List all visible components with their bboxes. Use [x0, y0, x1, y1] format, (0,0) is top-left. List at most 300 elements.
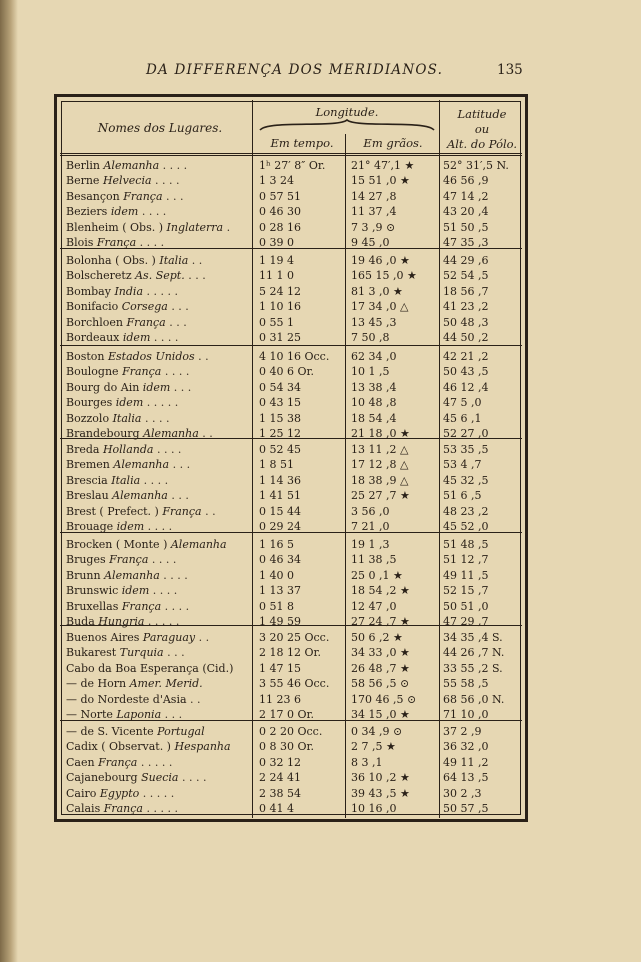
longitude-degrees-cell: 10 48 ,8 [351, 396, 397, 410]
place-name: Bozzolo [66, 411, 110, 425]
place-name: Bordeaux [66, 331, 120, 344]
column-rule [252, 100, 253, 818]
place-name-cell [66, 740, 252, 754]
longitude-time-cell: 5 24 12 [259, 284, 301, 298]
place-name-cell [66, 489, 252, 503]
leader-dots: . . . [169, 315, 187, 329]
place-country: França [162, 504, 202, 518]
leader-dots: . . [202, 427, 213, 440]
longitude-degrees-cell: 17 34 ,0 △ [351, 300, 409, 314]
latitude-cell: 50 48 ,3 [443, 315, 489, 329]
place-name: Bruges [66, 553, 106, 567]
header-latitude: Latitude [457, 107, 507, 121]
longitude-time-cell: 0 28 16 [259, 220, 301, 234]
place-country: idem [142, 380, 171, 394]
place-country: India [114, 284, 144, 298]
leader-dots: . . . . [143, 473, 169, 487]
place-name: Beziers [66, 205, 108, 219]
latitude-cell: 47 35 ,3 [443, 236, 489, 249]
column-rule [345, 134, 346, 818]
latitude-cell: 71 10 ,0 [443, 708, 489, 721]
longitude-degrees-cell: 170 46 ,5 ⊙ [351, 692, 417, 706]
place-name: Buenos Aires [66, 631, 140, 644]
longitude-degrees-cell: 3 56 ,0 [351, 504, 390, 518]
latitude-cell: 52 15 ,7 [443, 584, 489, 598]
longitude-time-cell: 0 29 24 [259, 520, 301, 533]
leader-dots: . . [205, 504, 216, 518]
place-name: Caen [66, 755, 95, 769]
place-country: França [109, 553, 149, 567]
place-name-cell [66, 300, 252, 314]
place-country: França [126, 315, 166, 329]
place-name: Buda [66, 615, 95, 628]
leader-dots: . . . . [163, 568, 188, 582]
latitude-cell: 42 21 ,2 [443, 350, 489, 363]
place-name-cell [66, 236, 252, 250]
place-name-cell [66, 802, 252, 816]
place-name-cell [66, 443, 252, 457]
place-name: Bourges [66, 396, 113, 410]
latitude-cell: 52° 31′,5 N. [443, 159, 509, 172]
longitude-degrees-cell: 17 12 ,8 △ [351, 458, 409, 472]
leader-dots: . . . . [153, 331, 179, 344]
longitude-time-cell: 2 18 12 Or. [259, 646, 322, 660]
place-name: Bruxellas [66, 599, 119, 613]
book-spine-shadow [0, 0, 18, 962]
place-country: Hungria [98, 615, 145, 628]
place-country: Egypto [99, 786, 140, 800]
place-name: Brandebourg [66, 427, 140, 440]
place-country: Inglaterra [166, 220, 224, 234]
place-name-cell [66, 615, 252, 629]
longitude-degrees-cell: 25 27 ,7 ★ [351, 489, 410, 503]
latitude-cell: 44 29 ,6 [443, 254, 489, 267]
place-country: idem [115, 396, 144, 410]
longitude-brace [258, 118, 436, 132]
latitude-cell: 18 56 ,7 [443, 284, 489, 298]
latitude-cell: 50 57 ,5 [443, 802, 489, 815]
longitude-degrees-cell: 18 38 ,9 △ [351, 473, 409, 487]
place-name-cell [66, 254, 252, 268]
longitude-degrees-cell: 7 3 ,9 ⊙ [351, 220, 396, 234]
leader-dots: . . . . . [146, 802, 178, 815]
place-name-cell [66, 787, 252, 801]
longitude-degrees-cell: 39 43 ,5 ★ [351, 786, 410, 800]
longitude-degrees-cell: 11 37 ,4 [351, 205, 397, 219]
place-country: idem [110, 205, 139, 219]
place-name: Breslau [66, 489, 109, 503]
place-name: — Norte [66, 708, 113, 721]
place-country: idem [116, 520, 145, 533]
longitude-time-cell: 0 54 34 [259, 380, 301, 394]
place-name-cell [66, 159, 252, 173]
longitude-degrees-cell: 62 34 ,0 [351, 350, 397, 363]
longitude-time-cell: 2 24 41 [259, 771, 301, 785]
place-country: Italia [112, 411, 142, 425]
longitude-time-cell: 0 41 4 [259, 802, 294, 815]
leader-dots: . . . . [164, 365, 190, 379]
running-title: DA DIFFERENÇA DOS MERIDIANOS. [146, 62, 444, 78]
place-name: — do Nordeste d'Asia [66, 692, 187, 706]
place-name: — de Horn [66, 677, 127, 691]
leader-dots: . . [191, 254, 203, 267]
longitude-degrees-cell: 2 7 ,5 ★ [351, 740, 396, 754]
longitude-degrees-cell: 21 18 ,0 ★ [351, 427, 410, 440]
leader-dots: . . . . . [146, 396, 179, 410]
place-country: idem [121, 584, 150, 598]
longitude-time-cell: 0 51 8 [259, 599, 294, 613]
longitude-time-cell: 1 13 37 [259, 584, 301, 598]
place-country: França [123, 189, 163, 203]
longitude-time-cell: 0 15 44 [259, 504, 301, 518]
leader-dots: . . . . [144, 411, 170, 425]
longitude-degrees-cell: 165 15 ,0 ★ [351, 269, 417, 283]
group-separator [60, 345, 522, 346]
latitude-cell: 43 20 ,4 [443, 205, 489, 219]
place-name: Berlin [66, 159, 100, 172]
place-name-cell [66, 474, 252, 488]
header-em-tempo: Em tempo. [270, 136, 334, 150]
longitude-time-cell: 1 49 59 [259, 615, 301, 628]
longitude-time-cell: 3 55 46 Occ. [259, 677, 330, 691]
place-name-cell [66, 285, 252, 299]
leader-dots: . [226, 220, 231, 234]
place-name: Berne [66, 174, 100, 188]
longitude-degrees-cell: 36 10 ,2 ★ [351, 771, 410, 785]
place-name-cell [66, 756, 252, 770]
latitude-cell: 52 27 ,0 [443, 427, 489, 440]
place-name-cell [66, 708, 252, 722]
longitude-time-cell: 1 10 16 [259, 300, 301, 314]
longitude-degrees-cell: 21° 47′,1 ★ [351, 159, 415, 172]
leader-dots: . . . . [139, 236, 165, 249]
longitude-degrees-cell: 10 1 ,5 [351, 365, 390, 379]
longitude-degrees-cell: 15 51 ,0 ★ [351, 174, 410, 188]
place-name-cell [66, 412, 252, 426]
place-name-cell [66, 221, 252, 235]
place-country: Italia [159, 254, 189, 267]
leader-dots: . . . . . [147, 615, 180, 628]
place-name-cell [66, 458, 252, 472]
place-name: Boulogne [66, 365, 119, 379]
page-number: 135 [497, 62, 523, 78]
latitude-cell: 30 2 ,3 [443, 786, 482, 800]
longitude-time-cell: 11 1 0 [259, 269, 294, 283]
latitude-cell: 53 4 ,7 [443, 458, 482, 472]
place-name: Bolonha ( Obs. ) [66, 254, 156, 267]
longitude-time-cell: 0 8 30 Or. [259, 740, 315, 754]
latitude-cell: 45 6 ,1 [443, 411, 482, 425]
longitude-degrees-cell: 34 15 ,0 ★ [351, 708, 410, 721]
longitude-degrees-cell: 9 45 ,0 [351, 236, 390, 249]
place-name-cell [66, 646, 252, 660]
latitude-cell: 46 12 ,4 [443, 380, 489, 394]
place-name: Calais [66, 802, 101, 815]
latitude-cell: 48 23 ,2 [443, 504, 489, 518]
place-name: Bourg do Ain [66, 380, 140, 394]
longitude-degrees-cell: 12 47 ,0 [351, 599, 397, 613]
place-name: Bolscheretz [66, 269, 132, 283]
place-country: Portugal [157, 725, 205, 738]
latitude-cell: 64 13 ,5 [443, 771, 489, 785]
place-name-cell [66, 505, 252, 519]
latitude-cell: 50 51 ,0 [443, 599, 489, 613]
latitude-cell: 49 11 ,2 [443, 755, 489, 769]
place-name: Brest ( Prefect. ) [66, 504, 159, 518]
place-country: Corsega [121, 300, 168, 314]
place-name: Cabo da Boa Esperança (Cid.) [66, 661, 234, 675]
place-name-cell [66, 520, 252, 534]
place-name-cell [66, 316, 252, 330]
place-name: Bonifacio [66, 300, 119, 314]
leader-dots: . . . [164, 708, 183, 721]
latitude-cell: 41 23 ,2 [443, 300, 489, 314]
place-name-cell [66, 365, 252, 379]
place-country: Hollanda [102, 443, 154, 456]
leader-dots: . . . . [156, 443, 182, 456]
longitude-degrees-cell: 7 21 ,0 [351, 520, 390, 533]
longitude-degrees-cell: 13 38 ,4 [351, 380, 397, 394]
longitude-degrees-cell: 0 34 ,9 ⊙ [351, 725, 403, 738]
place-name-cell [66, 331, 252, 345]
leader-dots: . . . [172, 458, 191, 472]
place-name-cell [66, 569, 252, 583]
place-name: Besançon [66, 189, 120, 203]
place-country: Alemanha [143, 427, 199, 440]
leader-dots: . . . [167, 646, 185, 660]
leader-dots: . . . . [155, 174, 180, 188]
latitude-cell: 68 56 ,0 N. [443, 692, 505, 706]
leader-dots: . . . . [164, 599, 190, 613]
place-name-cell [66, 662, 252, 676]
place-name-cell [66, 584, 252, 598]
header-separator [60, 153, 522, 156]
place-name: Bombay [66, 284, 111, 298]
place-name-cell [66, 427, 252, 441]
leader-dots: . . . . [151, 553, 177, 567]
place-name-cell [66, 600, 252, 614]
latitude-cell: 46 56 ,9 [443, 174, 489, 188]
longitude-degrees-cell: 14 27 ,8 [351, 189, 397, 203]
header-ou: ou [474, 122, 490, 136]
latitude-cell: 51 6 ,5 [443, 489, 482, 503]
place-country: Estados Unidos [107, 350, 195, 363]
leader-dots: . . . [171, 489, 189, 503]
leader-dots: . . [190, 692, 201, 706]
place-name: Borchloen [66, 315, 123, 329]
longitude-time-cell: 4 10 16 Occ. [259, 350, 330, 363]
longitude-time-cell: 2 38 54 [259, 786, 301, 800]
longitude-time-cell: 0 40 6 Or. [259, 365, 315, 379]
longitude-time-cell: 0 57 51 [259, 189, 301, 203]
latitude-cell: 44 26 ,7 N. [443, 646, 505, 660]
header-alt-polo: Alt. do Pólo. [446, 137, 518, 151]
longitude-time-cell: 0 2 20 Occ. [259, 725, 323, 738]
longitude-time-cell: 11 23 6 [259, 692, 301, 706]
longitude-time-cell: 0 39 0 [259, 236, 294, 249]
latitude-cell: 34 35 ,4 S. [443, 631, 503, 644]
longitude-time-cell: 2 17 0 Or. [259, 708, 315, 721]
latitude-cell: 47 14 ,2 [443, 189, 489, 203]
leader-dots: . . . . [141, 205, 167, 219]
longitude-degrees-cell: 81 3 ,0 ★ [351, 284, 403, 298]
leader-dots: . . . [173, 380, 192, 394]
leader-dots: . . . . . [142, 786, 175, 800]
longitude-time-cell: 1ʰ 27′ 8″ Or. [259, 159, 326, 172]
place-name: Brocken ( Monte ) [66, 538, 168, 551]
place-country: Suecia [141, 771, 179, 785]
longitude-time-cell: 1 40 0 [259, 568, 294, 582]
place-country: Helvecia [102, 174, 152, 188]
leader-dots: . . . . [162, 159, 188, 172]
latitude-cell: 52 54 ,5 [443, 269, 489, 283]
longitude-degrees-cell: 58 56 ,5 ⊙ [351, 677, 410, 691]
latitude-cell: 49 11 ,5 [443, 568, 489, 582]
longitude-degrees-cell: 18 54 ,4 [351, 411, 397, 425]
longitude-time-cell: 1 16 5 [259, 538, 294, 551]
leader-dots: . . [198, 631, 210, 644]
latitude-cell: 45 52 ,0 [443, 520, 489, 533]
place-country: França [122, 365, 162, 379]
longitude-time-cell: 1 25 12 [259, 427, 301, 440]
place-name: Brescia [66, 473, 108, 487]
longitude-degrees-cell: 8 3 ,1 [351, 755, 383, 769]
latitude-cell: 36 32 ,0 [443, 740, 489, 754]
place-name: Blois [66, 236, 94, 249]
longitude-time-cell: 1 3 24 [259, 174, 294, 188]
place-name: Cairo [66, 786, 97, 800]
longitude-degrees-cell: 11 38 ,5 [351, 553, 397, 567]
longitude-time-cell: 1 15 38 [259, 411, 301, 425]
longitude-time-cell: 0 46 30 [259, 205, 301, 219]
place-country: Alemanha [103, 159, 160, 172]
latitude-cell: 55 58 ,5 [443, 677, 489, 691]
place-name-cell [66, 553, 252, 567]
longitude-degrees-cell: 19 46 ,0 ★ [351, 254, 410, 267]
header-em-graos: Em grãos. [363, 136, 423, 150]
place-name: Breda [66, 443, 100, 456]
place-name: Blenheim ( Obs. ) [66, 220, 164, 234]
place-country: Paraguay [142, 631, 196, 644]
longitude-degrees-cell: 13 11 ,2 △ [351, 443, 409, 456]
place-country: Hespanha [174, 740, 231, 754]
longitude-degrees-cell: 25 0 ,1 ★ [351, 568, 403, 582]
place-name: Cajanebourg [66, 771, 138, 785]
longitude-time-cell: 1 14 36 [259, 473, 301, 487]
leader-dots: . . . . [152, 584, 178, 598]
place-country: Alemanha [113, 458, 170, 472]
header-names: Nomes dos Lugares. [97, 121, 223, 135]
place-country: França [121, 599, 162, 613]
place-name: Brouage [66, 520, 114, 533]
place-name-cell [66, 396, 252, 410]
place-country: Alemanha [170, 538, 227, 551]
longitude-time-cell: 3 20 25 Occ. [259, 631, 330, 644]
longitude-degrees-cell: 27 24 ,7 ★ [351, 615, 410, 628]
place-name: Boston [66, 350, 105, 363]
leader-dots: . . [198, 350, 209, 363]
place-country: Alemanha [112, 489, 168, 503]
longitude-degrees-cell: 13 45 ,3 [351, 315, 397, 329]
place-country: Italia [111, 473, 141, 487]
longitude-time-cell: 0 31 25 [259, 331, 301, 344]
latitude-cell: 51 50 ,5 [443, 220, 489, 234]
place-name-cell [66, 350, 252, 364]
place-name-cell [66, 174, 252, 188]
latitude-cell: 45 32 ,5 [443, 473, 489, 487]
leader-dots: . . . [188, 269, 206, 283]
leader-dots: . . . [166, 189, 184, 203]
place-name: Bremen [66, 458, 110, 472]
place-name-cell [66, 205, 252, 219]
latitude-cell: 33 55 ,2 S. [443, 661, 503, 675]
place-name-cell [66, 190, 252, 204]
place-name: Bukarest [66, 646, 117, 660]
header-longitude: Longitude. [315, 105, 379, 119]
longitude-time-cell: 0 55 1 [259, 315, 294, 329]
latitude-cell: 51 48 ,5 [443, 538, 489, 551]
latitude-cell: 53 35 ,5 [443, 443, 489, 456]
longitude-degrees-cell: 34 33 ,0 ★ [351, 646, 410, 660]
place-country: França [96, 236, 137, 249]
place-name-cell [66, 269, 252, 283]
place-name: — de S. Vicente [66, 725, 154, 738]
longitude-time-cell: 1 19 4 [259, 254, 294, 267]
place-name-cell [66, 693, 252, 707]
latitude-cell: 47 29 ,7 [443, 615, 489, 628]
place-country: Turquia [119, 646, 164, 660]
place-country: França [103, 802, 143, 815]
longitude-degrees-cell: 26 48 ,7 ★ [351, 661, 410, 675]
place-name-cell [66, 538, 252, 552]
longitude-time-cell: 1 41 51 [259, 489, 301, 503]
longitude-degrees-cell: 19 1 ,3 [351, 538, 390, 551]
latitude-cell: 50 43 ,5 [443, 365, 489, 379]
latitude-cell: 44 50 ,2 [443, 331, 489, 344]
place-country: França [98, 755, 138, 769]
longitude-time-cell: 0 52 45 [259, 443, 301, 456]
place-name-cell [66, 381, 252, 395]
longitude-degrees-cell: 50 6 ,2 ★ [351, 631, 403, 644]
longitude-time-cell: 1 8 51 [259, 458, 294, 472]
place-name-cell [66, 677, 252, 691]
place-name: Cadix ( Observat. ) [66, 740, 171, 754]
longitude-degrees-cell: 10 16 ,0 [351, 802, 397, 815]
longitude-time-cell: 0 32 12 [259, 755, 301, 769]
place-country: Laponia [116, 708, 162, 721]
place-name: Brunn [66, 568, 101, 582]
longitude-time-cell: 1 47 15 [259, 661, 301, 675]
longitude-time-cell: 0 43 15 [259, 396, 301, 410]
place-name-cell [66, 725, 252, 739]
leader-dots: . . . . . [146, 284, 178, 298]
place-country: idem [122, 331, 151, 344]
place-country: Amer. Merid. [129, 677, 203, 691]
place-name: Brunswic [66, 584, 119, 598]
latitude-cell: 37 2 ,9 [443, 725, 482, 738]
latitude-cell: 47 5 ,0 [443, 396, 482, 410]
leader-dots: . . . . [147, 520, 173, 533]
place-name-cell [66, 631, 252, 645]
place-country: Alemanha [104, 568, 160, 582]
longitude-time-cell: 0 46 34 [259, 553, 301, 567]
leader-dots: . . . [171, 300, 189, 314]
column-rule [439, 100, 440, 818]
leader-dots: . . . . . [140, 755, 173, 769]
latitude-cell: 51 12 ,7 [443, 553, 489, 567]
place-name-cell [66, 771, 252, 785]
leader-dots: . . . . [181, 771, 207, 785]
